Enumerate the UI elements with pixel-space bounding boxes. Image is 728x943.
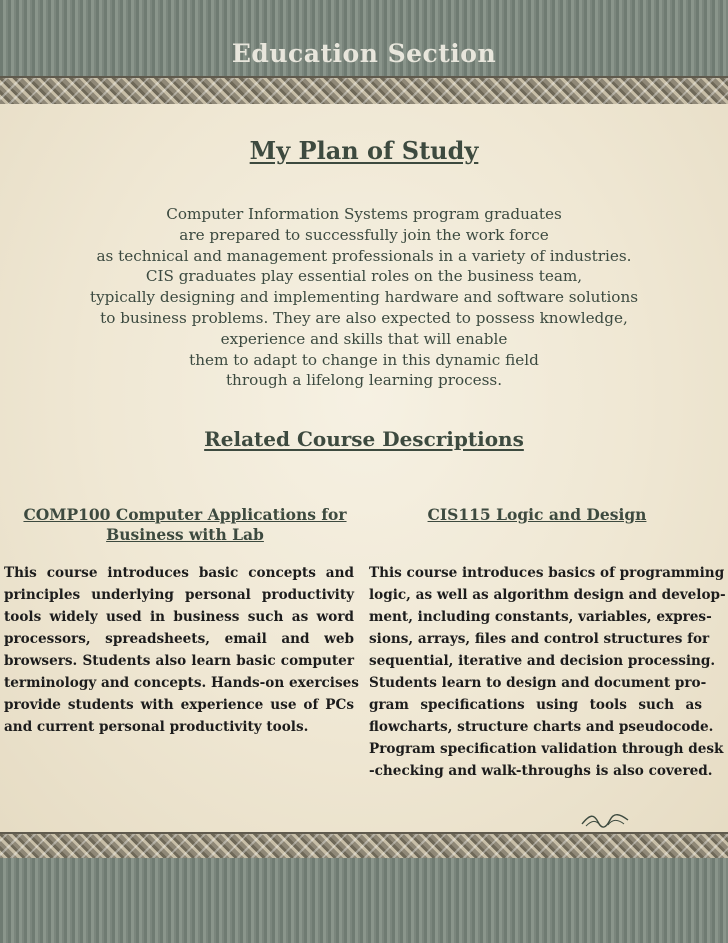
description-line: tools widely used in business such as word [4, 609, 354, 625]
description-line: processors, spreadsheets, email and web [4, 631, 354, 647]
intro-line: Computer Information Systems program graduates [166, 205, 562, 223]
plan-of-study-heading: My Plan of Study [249, 136, 479, 165]
course-title-cis115: CIS115 Logic and Design [427, 505, 647, 524]
flourish-ornament-icon [580, 812, 630, 830]
intro-line: typically designing and implementing hardware and software solutions [89, 288, 639, 307]
intro-line: experience and skills that will enable [220, 329, 508, 348]
course-title-comp100: COMP100 Computer Applications for Business with Lab [23, 505, 347, 544]
course-description-comp100 [4, 562, 359, 738]
intro-line: to business problems. They are also expected to possess knowledge, [100, 308, 628, 327]
intro-line: are prepared to successfully join the work force [179, 225, 549, 244]
description-line: -checking and walk-throughs is also covered. [369, 763, 713, 779]
footer-band [0, 858, 728, 943]
description-line: logic, as well as algorithm design and develop- [369, 587, 726, 603]
description-line: Program specification validation through desk [369, 741, 724, 757]
related-courses-heading: Related Course Descriptions [204, 427, 524, 451]
course-description-cis115 [369, 562, 726, 782]
intro-line: them to adapt to change in this dynamic field [189, 350, 539, 369]
description-line: and current personal productivity tools. [4, 719, 309, 735]
description-line: ment, including constants, variables, expres- [369, 609, 712, 625]
description-line: sions, arrays, files and control structures for [369, 631, 710, 647]
description-line: Students learn to design and document pro- [369, 675, 707, 691]
description-line: terminology and concepts. Hands-on exercises [4, 675, 359, 691]
description-line: flowcharts, structure charts and pseudocode. [369, 719, 714, 735]
description-line: gram specifications using tools such as [369, 697, 702, 713]
intro-line: through a lifelong learning process. [225, 371, 503, 390]
description-line: provide students with experience use of PCs [4, 697, 354, 713]
description-line: This course introduces basics of programming [369, 565, 725, 581]
section-title: Education Section [231, 39, 497, 68]
intro-line: as technical and management professionals in a variety of industries. [96, 246, 632, 265]
description-line: browsers. Students also learn basic computer [4, 653, 354, 669]
header-band [0, 0, 728, 76]
description-line: sequential, iterative and decision processing. [369, 653, 716, 669]
intro-paragraph [40, 204, 688, 391]
description-line: principles underlying personal productivity [4, 587, 354, 603]
description-line: This course introduces basic concepts and [4, 565, 354, 581]
intro-line: CIS graduates play essential roles on the business team, [145, 267, 583, 286]
top-border-decoration [0, 76, 728, 106]
